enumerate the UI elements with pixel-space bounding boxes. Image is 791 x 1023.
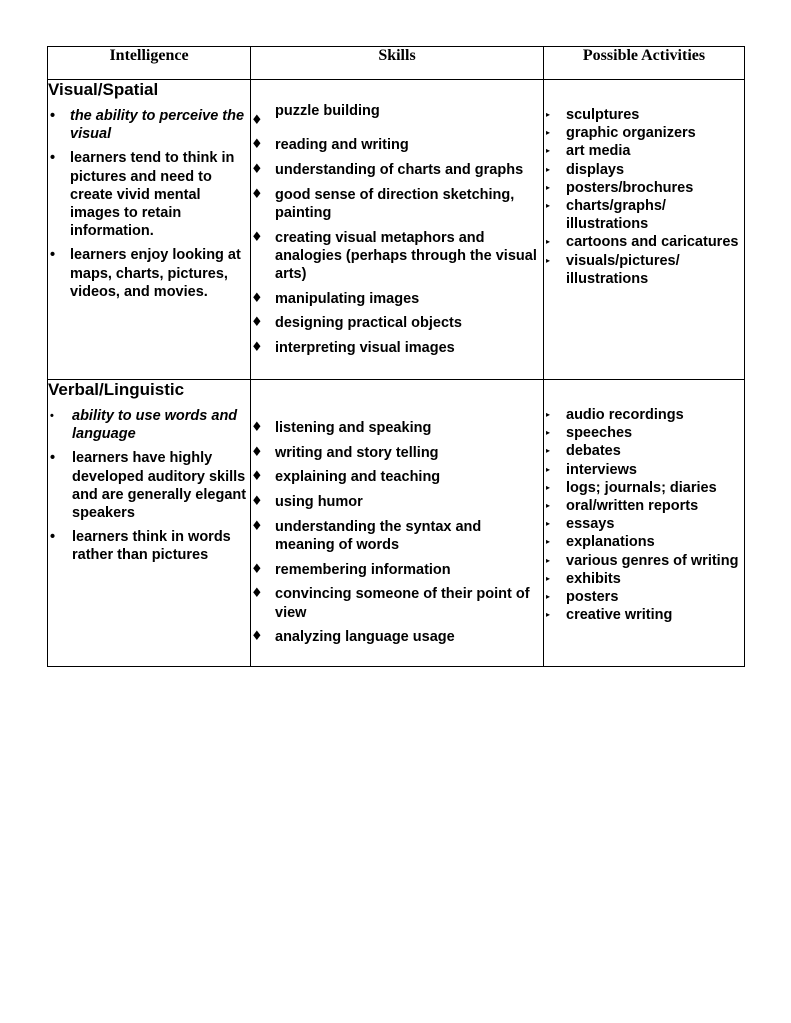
triangle-bullet-icon: ▸ [546,410,551,419]
skill-item: ♦ good sense of direction sketching, painting [251,186,515,221]
header-activities: Possible Activities [544,47,745,80]
diamond-bullet-icon: ♦ [251,561,263,577]
skills-list [251,380,543,647]
diamond-bullet-icon: ♦ [251,586,263,602]
skill-item: ♦ manipulating images [251,290,420,307]
intelligence-cell [48,80,251,380]
skill-item: ♦ puzzle building [251,106,543,124]
activity-item: ▸ charts/graphs/ illustrations [546,198,666,233]
trait-list [48,407,250,565]
diamond-bullet-icon: ♦ [251,340,263,356]
skill-item: ♦ explaining and teaching [251,469,441,486]
triangle-bullet-icon: ▸ [546,592,551,602]
skill-item: ♦ understanding the syntax and meaning of words [251,518,482,554]
activity-item: ▸ creative writing [546,607,673,624]
activity-item: ▸ visuals/pictures/ illustrations [546,252,680,287]
skill-item: ♦ writing and story telling [251,444,439,461]
diamond-bullet-icon: ♦ [251,444,263,460]
bullet-icon: • [50,247,56,264]
bullet-icon: • [50,108,56,124]
trait-item: • learners think in words rather than pictures [50,529,231,564]
activity-item: ▸ speeches [546,425,633,442]
intelligence-title: Visual/Spatial [48,80,159,99]
diamond-bullet-icon: ♦ [251,420,263,435]
skill-item: ♦ reading and writing [251,137,409,154]
skills-list [251,80,543,357]
diamond-bullet-icon: ♦ [251,290,263,306]
triangle-bullet-icon: ▸ [546,182,551,192]
activity-item: ▸ oral/written reports [546,498,699,515]
triangle-bullet-icon: ▸ [546,237,551,247]
triangle-bullet-icon: ▸ [546,573,551,583]
intelligence-cell [48,380,251,667]
triangle-bullet-icon: ▸ [546,446,551,456]
activities-cell [544,80,745,380]
triangle-bullet-icon: ▸ [546,555,551,565]
activity-item: ▸ audio recordings [546,407,684,423]
triangle-bullet-icon: ▸ [546,201,551,211]
skill-item: ♦ understanding of charts and graphs [251,161,524,178]
trait-item: • ability to use words and language [50,408,238,443]
diamond-bullet-icon: ♦ [251,113,263,128]
triangle-bullet-icon: ▸ [546,464,551,474]
intelligences-table [47,46,745,667]
activities-list [544,80,744,288]
skill-item: ♦ interpreting visual images [251,340,455,357]
diamond-bullet-icon: ♦ [251,494,263,510]
triangle-bullet-icon: ▸ [546,428,551,438]
activity-item: ▸ logs; journals; diaries [546,479,717,496]
skills-cell [251,80,544,380]
activity-item: ▸ interviews [546,461,637,478]
activity-item: ▸ essays [546,516,615,533]
skill-item: ♦ listening and speaking [251,420,432,436]
activity-item: ▸ posters [546,589,619,606]
triangle-bullet-icon: ▸ [546,110,551,119]
diamond-bullet-icon: ♦ [251,229,263,245]
triangle-bullet-icon: ▸ [546,146,551,156]
diamond-bullet-icon: ♦ [251,315,263,331]
activity-item: ▸ sculptures [546,107,640,123]
skills-cell [251,380,544,667]
activity-item: ▸ posters/brochures [546,179,694,196]
table-row [48,380,745,667]
header-skills: Skills [251,47,544,80]
bullet-icon: • [50,410,54,422]
header-intelligence: Intelligence [48,47,251,80]
skill-item: ♦ using humor [251,494,363,511]
triangle-bullet-icon: ▸ [546,164,551,174]
diamond-bullet-icon: ♦ [251,469,263,485]
diamond-bullet-icon: ♦ [251,161,263,177]
triangle-bullet-icon: ▸ [546,519,551,529]
bullet-icon: • [50,450,56,467]
skill-item: ♦ convincing someone of their point of view [251,586,530,621]
diamond-bullet-icon: ♦ [251,137,263,153]
bullet-icon: • [50,150,56,167]
table-row [48,80,745,380]
skill-item: ♦ remembering information [251,561,451,578]
trait-item: • learners tend to think in pictures and need to create vivid mental images to retain information. [50,150,235,240]
triangle-bullet-icon: ▸ [546,482,551,492]
triangle-bullet-icon: ▸ [546,537,551,547]
diamond-bullet-icon: ♦ [251,518,263,534]
activity-item: ▸ various genres of writing [546,552,739,569]
triangle-bullet-icon: ▸ [546,255,551,265]
diamond-bullet-icon: ♦ [251,186,263,202]
activities-cell [544,380,745,667]
activities-list [544,380,744,624]
activity-item: ▸ displays [546,161,625,178]
activity-item: ▸ art media [546,143,631,160]
skill-item: ♦ analyzing language usage [251,629,455,646]
activity-item: ▸ explanations [546,534,655,551]
activity-item: ▸ debates [546,443,621,460]
skill-item: ♦ designing practical objects [251,315,462,332]
table-header-row [48,47,745,80]
activity-item: ▸ exhibits [546,570,621,587]
activity-item: ▸ cartoons and caricatures [546,234,739,251]
diamond-bullet-icon: ♦ [251,629,263,645]
trait-item: • learners enjoy looking at maps, charts, pictures, videos, and movies. [50,247,241,300]
trait-list [48,107,250,301]
triangle-bullet-icon: ▸ [546,128,551,138]
triangle-bullet-icon: ▸ [546,501,551,511]
trait-item: • learners have highly developed auditory skills and are generally elegant speakers [50,450,247,522]
intelligence-title: Verbal/Linguistic [48,380,185,399]
triangle-bullet-icon: ▸ [546,610,551,620]
bullet-icon: • [50,529,56,546]
activity-item: ▸ graphic organizers [546,125,696,142]
skill-item: ♦ creating visual metaphors and analogies (perhaps through the visual arts) [251,229,537,282]
trait-item: • the ability to perceive the visual [50,108,245,143]
